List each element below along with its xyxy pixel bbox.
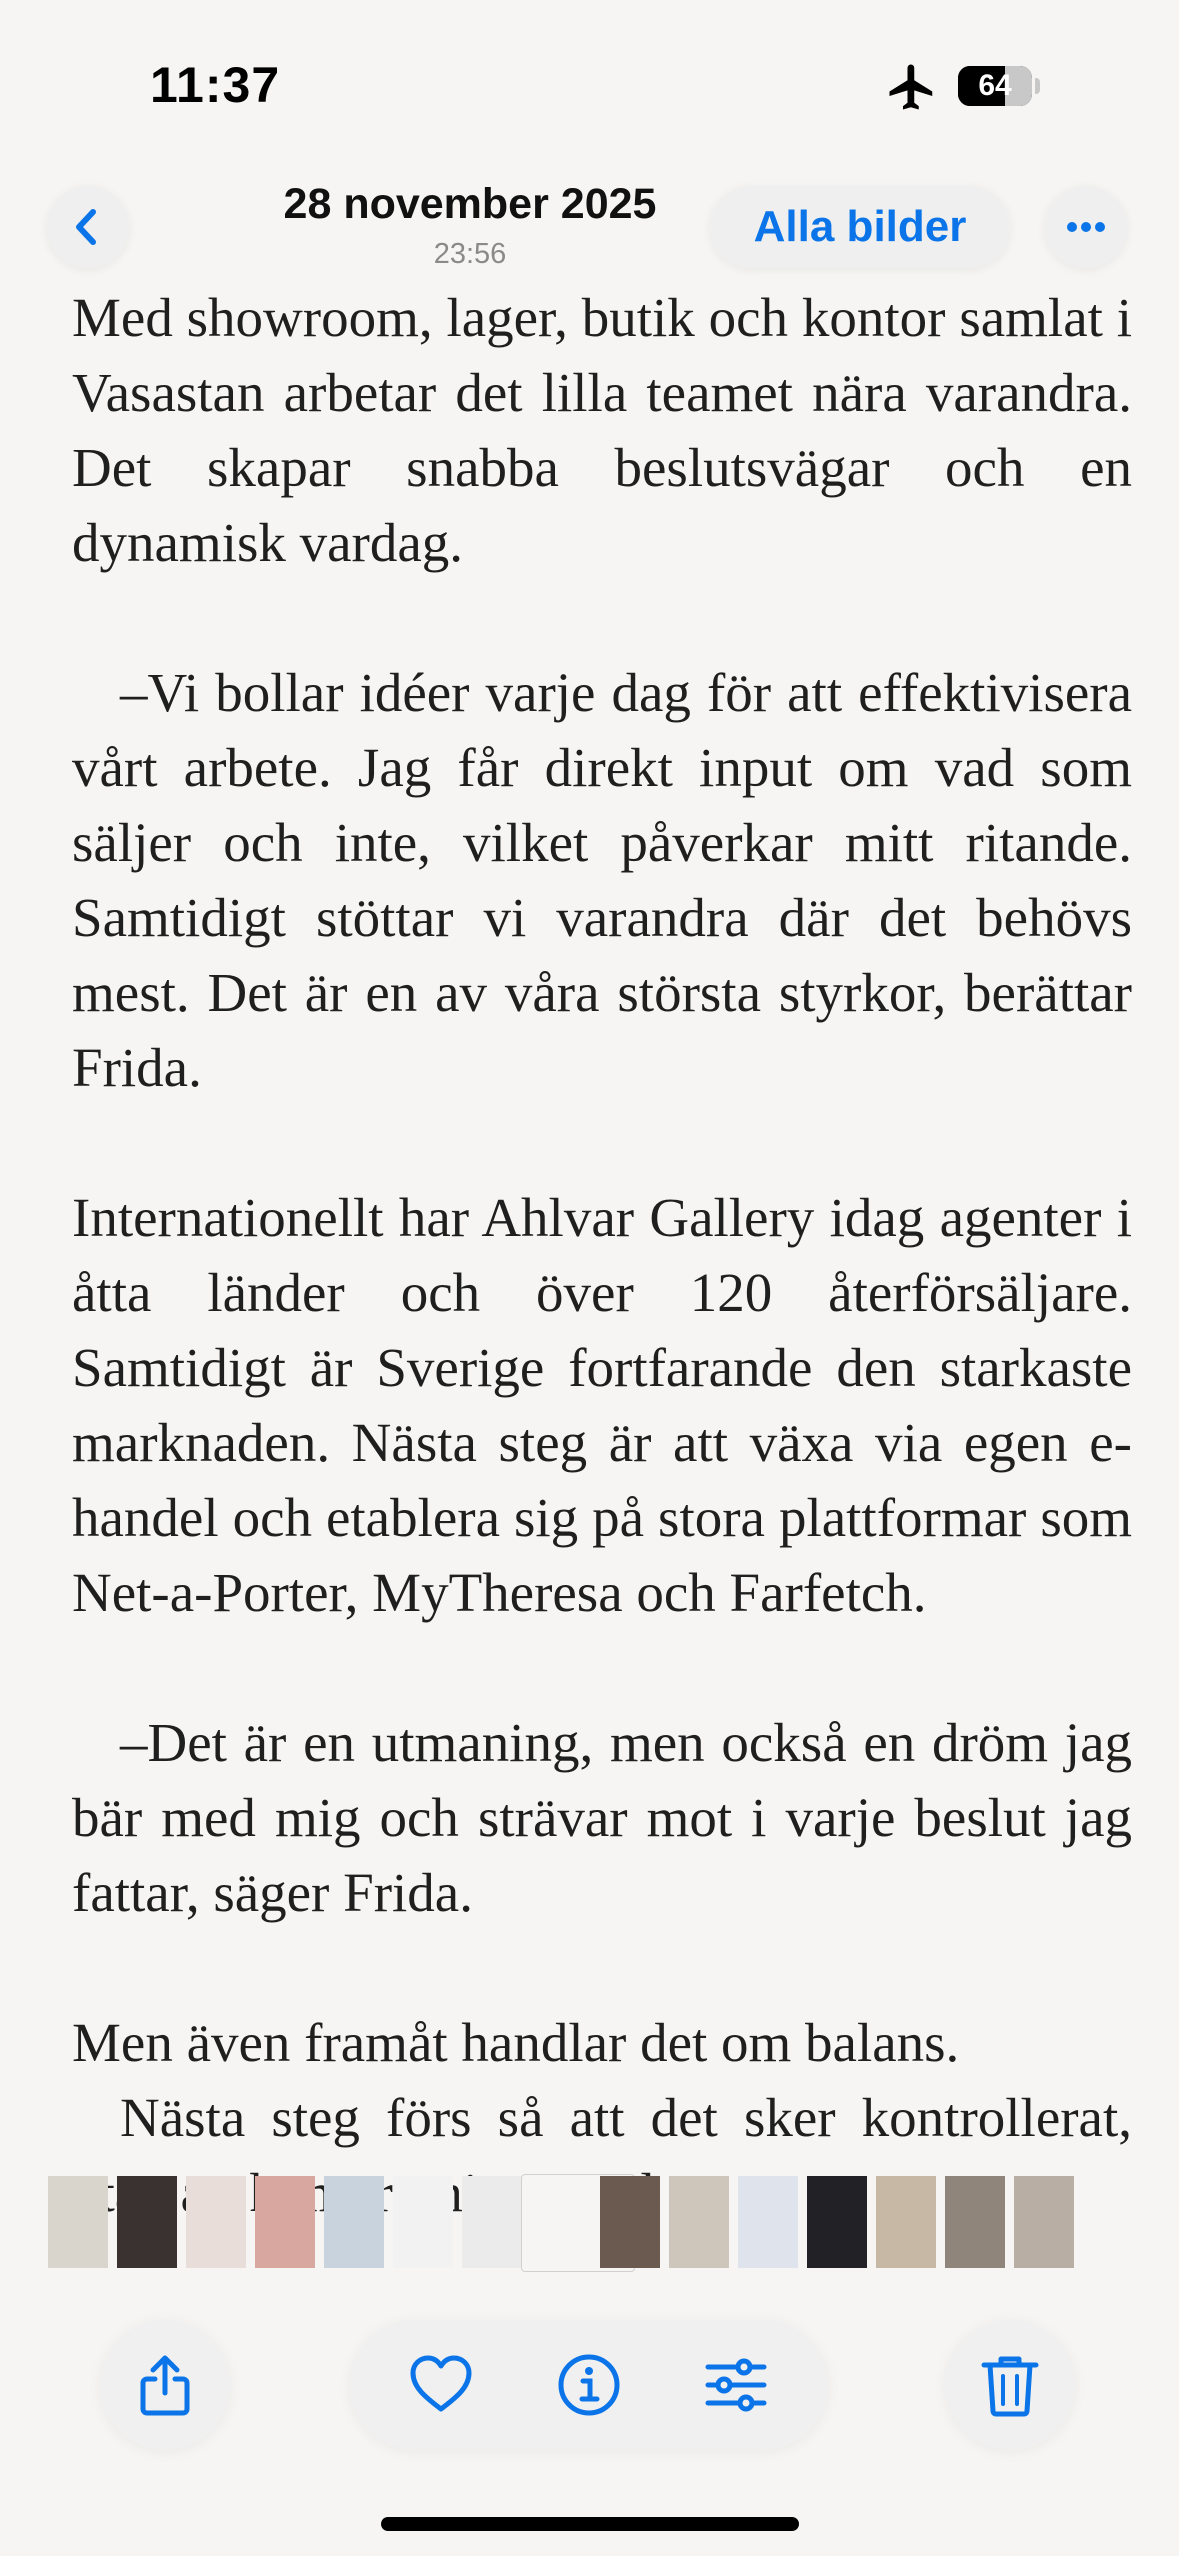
paragraph-3: Internationellt har Ahlvar Gallery idag agenter i åtta länder och över 120 återförsäljare. Samtidigt är Sverige fortfarande den starkaste marknaden. Nästa steg är att växa via egen e-handel och etablera sig på stora plattformar som Net-a-Porter, MyTheresa och Farfetch. <box>72 1187 1132 1623</box>
article-text <box>72 280 1132 2230</box>
thumbnail[interactable] <box>324 2176 384 2268</box>
thumbnail[interactable] <box>186 2176 246 2268</box>
photo-date: 28 november 2025 <box>283 180 657 228</box>
thumbnail[interactable] <box>48 2176 108 2268</box>
heart-icon[interactable] <box>405 2349 477 2421</box>
back-button[interactable] <box>47 186 129 268</box>
info-icon[interactable] <box>553 2349 625 2421</box>
delete-button[interactable] <box>945 2320 1075 2450</box>
adjust-icon[interactable] <box>700 2349 772 2421</box>
all-photos-button[interactable]: Alla bilder <box>710 186 1010 268</box>
thumbnail-strip[interactable] <box>0 2176 1179 2268</box>
battery-icon <box>958 66 1032 106</box>
battery-tip <box>1035 78 1040 94</box>
paragraph-partial: Nästa steg förs så att det sker kontrollerat, <box>120 2087 1132 2148</box>
chevron-left-icon <box>47 186 129 268</box>
thumbnail[interactable] <box>1014 2176 1074 2268</box>
share-button[interactable] <box>100 2320 230 2450</box>
thumbnail[interactable] <box>117 2176 177 2268</box>
home-indicator[interactable] <box>381 2517 799 2531</box>
thumbnail[interactable] <box>876 2176 936 2268</box>
more-button[interactable] <box>1045 186 1127 268</box>
status-bar <box>0 0 1179 170</box>
paragraph-1: Med showroom, lager, butik och kontor samlat i Vasastan arbetar det lilla teamet nära varandra. Det skapar snabba beslutsvägar och en dynamisk vardag. <box>72 287 1132 573</box>
thumbnail[interactable] <box>600 2176 660 2268</box>
thumbnail[interactable] <box>738 2176 798 2268</box>
thumbnail[interactable] <box>669 2176 729 2268</box>
photo-time: 23:56 <box>433 238 507 270</box>
paragraph-4: –Det är en utmaning, men också en dröm jag bär med mig och strävar mot i varje beslut jag fattar, säger Frida. <box>72 1712 1132 1923</box>
toolbar-group <box>350 2320 828 2450</box>
paragraph-2: –Vi bollar idéer varje dag för att effektivisera vårt arbete. Jag får direkt input om vad som säljer och inte, vilket påverkar mitt ritande. Samtidigt stöttar vi varandra där det behövs mest. Det är en av våra största styrkor, berättar Frida. <box>72 662 1132 1098</box>
ellipsis-icon <box>1045 186 1127 268</box>
trash-icon <box>974 2349 1046 2421</box>
thumbnail[interactable] <box>393 2176 453 2268</box>
thumbnail[interactable] <box>945 2176 1005 2268</box>
thumbnail[interactable] <box>255 2176 315 2268</box>
thumbnail[interactable] <box>462 2176 522 2268</box>
share-icon <box>129 2349 201 2421</box>
paragraph-5: Men även framåt handlar det om balans. <box>72 2012 960 2073</box>
airplane-icon <box>885 60 939 114</box>
battery-level: 64 <box>978 69 1012 102</box>
status-time: 11:37 <box>150 57 281 113</box>
thumbnail[interactable] <box>807 2176 867 2268</box>
